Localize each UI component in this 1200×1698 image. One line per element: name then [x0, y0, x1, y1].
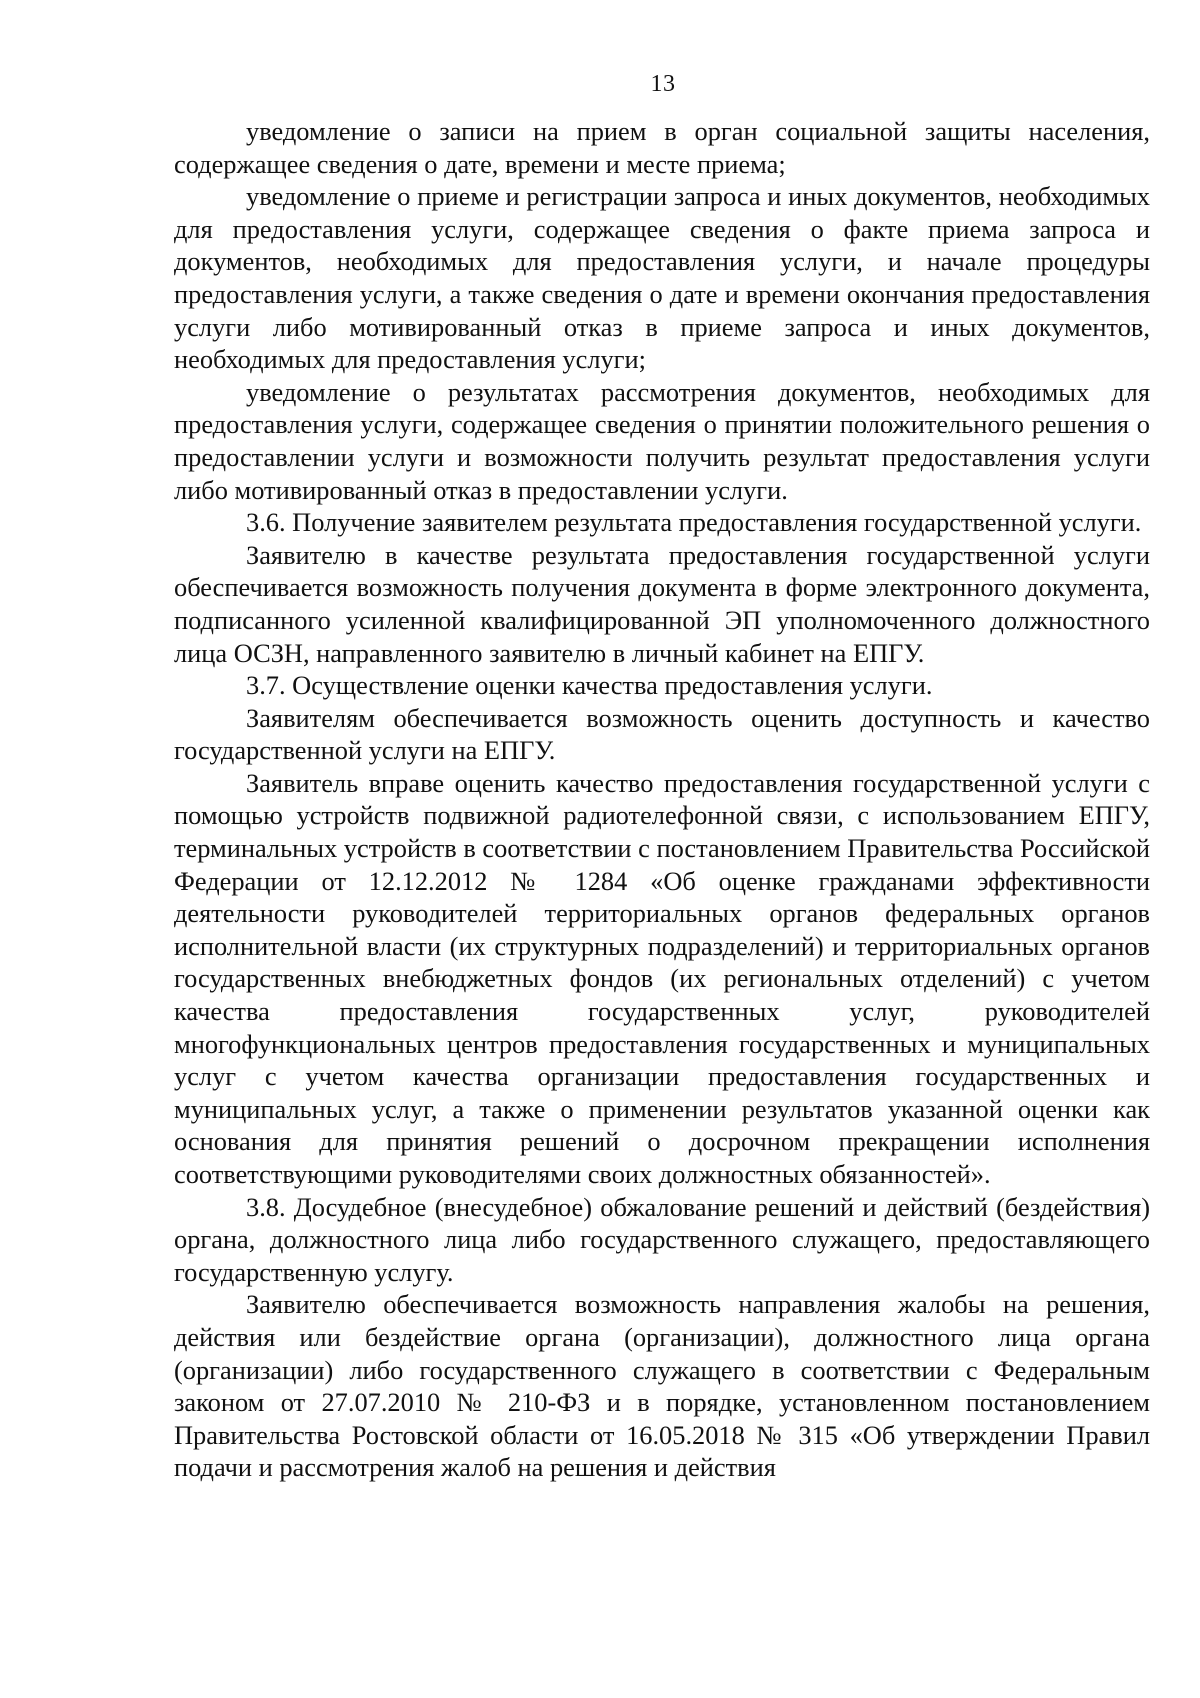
document-body — [174, 115, 1150, 1484]
paragraph-notice-registration: уведомление о приеме и регистрации запроса и иных документов, необходимых для предоставления услуги, содержащее сведения о факте приема запроса и документов, необходимых для предоставления услуги, и начале процедуры предоставления услуги, а также сведения о дате и времени окончания предоставления услуги либо мотивированный отказ в приеме запроса и иных документов, необходимых для предоставления услуги; — [174, 181, 1150, 375]
section-3-6-heading: 3.6. Получение заявителем результата предоставления государственной услуги. — [246, 507, 1142, 538]
paragraph-notice-appointment: уведомление о записи на прием в орган социальной защиты населения, содержащее сведения о дате, времени и месте приема; — [174, 116, 1150, 179]
paragraph-notice-results: уведомление о результатах рассмотрения документов, необходимых для предоставления услуги, содержащее сведения о принятии положительного решения о предоставлении услуги и возможности получить результат предоставления услуги либо мотивированный отказ в предоставлении услуги. — [174, 376, 1150, 505]
paragraph-complaint: Заявителю обеспечивается возможность направления жалобы на решения, действия или бездействие органа (организации), должностного лица органа (организации) либо государственного служащего в соответствии с Федеральным законом от 27.07.2010 № 210-ФЗ и в порядке, установленном постановлением Правительства Ростовской области от 16.05.2018 № 315 «Об утверждении Правил подачи и рассмотрения жалоб на решения и действия — [174, 1289, 1150, 1483]
paragraph-quality-assessment: Заявителям обеспечивается возможность оценить доступность и качество государственной услуги на ЕПГУ. — [174, 702, 1150, 766]
section-3-7-heading: 3.7. Осуществление оценки качества предоставления услуги. — [246, 670, 933, 701]
section-3-8-heading: 3.8. Досудебное (внесудебное) обжалование решений и действий (бездействия) органа, должностного лица либо государственного служащего, предоставляющего государственную услугу. — [174, 1191, 1150, 1287]
paragraph-quality-rights: Заявитель вправе оценить качество предоставления государственной услуги с помощью устройств подвижной радиотелефонной связи, с использованием ЕПГУ, терминальных устройств в соответствии с постановлением Правительства Российской Федерации от 12.12.2012 № 1284 «Об оценке гражданами эффективности деятельности руководителей территориальных органов федеральных органов исполнительной власти (их структурных подразделений) и территориальных органов государственных внебюджетных фондов (их региональных отделений) с учетом качества предоставления государственных услуг, руководителей многофункциональных центров предоставления государственных и муниципальных услуг с учетом качества организации предоставления государственных и муниципальных услуг, а также о применении результатов указанной оценки как основания для принятия решений о досрочном прекращении исполнения соответствующими руководителями своих должностных обязанностей». — [174, 767, 1151, 1189]
paragraph-result-delivery: Заявителю в качестве результата предоставления государственной услуги обеспечивается возможность получения документа в форме электронного документа, подписанного усиленной квалифицированной ЭП уполномоченного должностного лица ОСЗН, направленного заявителю в личный кабинет на ЕПГУ. — [174, 539, 1150, 668]
page-number: 13 — [650, 71, 676, 97]
